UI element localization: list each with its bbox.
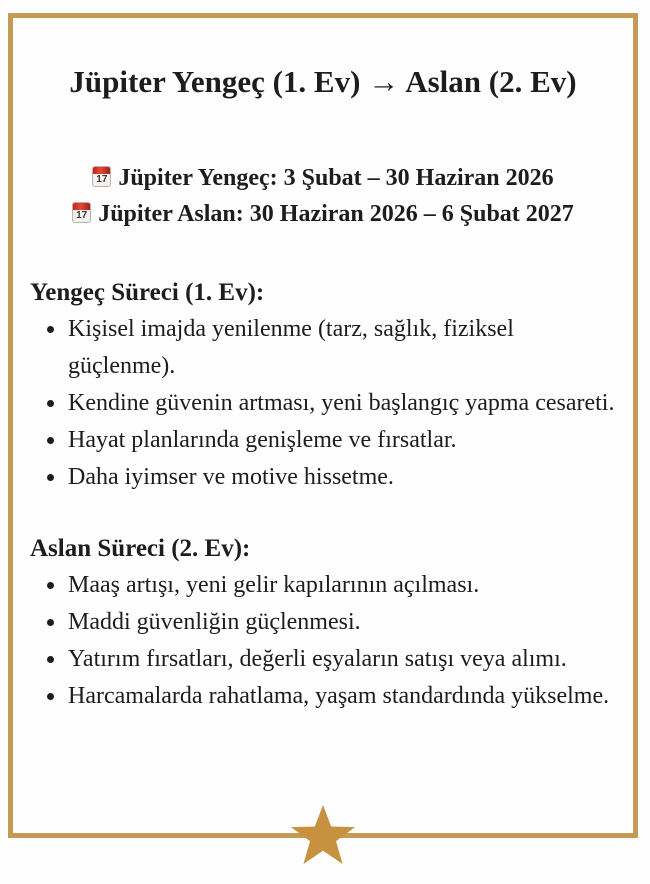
list-item: Harcamalarda rahatlama, yaşam standardında yükselme. xyxy=(68,678,619,715)
page-title: Jüpiter Yengeç (1. Ev) → Aslan (2. Ev) xyxy=(69,64,577,99)
section-heading: Aslan Süreci (2. Ev): xyxy=(30,535,251,562)
calendar-icon-header xyxy=(93,167,110,174)
section-yengec xyxy=(30,274,619,496)
gold-frame xyxy=(8,13,638,838)
star-icon xyxy=(290,804,356,868)
calendar-icon-day: 17 xyxy=(76,210,88,221)
list-item: Hayat planlarında genişleme ve fırsatlar. xyxy=(68,422,619,459)
date-text: Jüpiter Yengeç: 3 Şubat – 30 Haziran 2026 xyxy=(118,165,554,191)
calendar-icon-day: 17 xyxy=(96,174,108,185)
calendar-icon xyxy=(72,202,91,223)
section-heading: Yengeç Süreci (1. Ev): xyxy=(30,279,265,306)
calendar-icon xyxy=(92,166,111,187)
date-line-yengec xyxy=(13,160,633,196)
list-item: Maddi güvenliğin güçlenmesi. xyxy=(68,604,619,641)
calendar-icon-header xyxy=(73,203,90,210)
list-item: Yatırım fırsatları, değerli eşyaların satışı veya alımı. xyxy=(68,641,619,678)
date-line-aslan xyxy=(13,196,633,232)
list-item: Maaş artışı, yeni gelir kapılarının açılması. xyxy=(68,567,619,604)
list-item: Daha iyimser ve motive hissetme. xyxy=(68,459,619,496)
date-text: Jüpiter Aslan: 30 Haziran 2026 – 6 Şubat 2027 xyxy=(98,201,574,227)
list-item: Kendine güvenin artması, yeni başlangıç yapma cesareti. xyxy=(68,385,619,422)
section-aslan xyxy=(30,530,619,715)
bullet-list xyxy=(30,311,619,496)
list-item: Kişisel imajda yenilenme (tarz, sağlık, fiziksel güçlenme). xyxy=(68,311,619,385)
content xyxy=(13,274,633,715)
date-lines xyxy=(13,160,633,232)
bullet-list xyxy=(30,567,619,715)
